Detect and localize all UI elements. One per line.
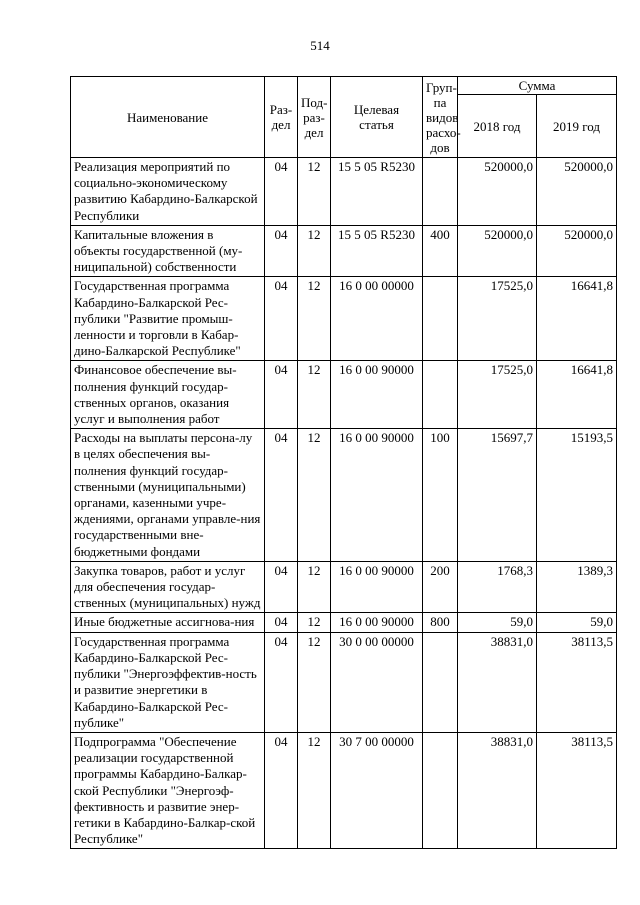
row-2018-cell: 38831,0 xyxy=(458,632,537,732)
row-section-cell: 04 xyxy=(265,225,298,277)
row-2019-cell: 520000,0 xyxy=(537,225,617,277)
row-2019-cell: 38113,5 xyxy=(537,732,617,848)
row-section-cell: 04 xyxy=(265,361,298,429)
header-year-2019: 2019 год xyxy=(537,95,617,158)
row-subsection-cell: 12 xyxy=(298,613,331,632)
row-group-cell xyxy=(423,277,458,361)
row-target-cell: 16 0 00 90000 xyxy=(331,613,423,632)
row-group-cell: 200 xyxy=(423,561,458,613)
row-name-cell: Реализация мероприятий по социально-экономическому развитию Кабардино-Балкарской Республики xyxy=(71,158,265,226)
row-subsection-cell: 12 xyxy=(298,277,331,361)
row-section-cell: 04 xyxy=(265,613,298,632)
table-row xyxy=(71,225,617,277)
row-2018-cell: 38831,0 xyxy=(458,732,537,848)
row-section-cell: 04 xyxy=(265,632,298,732)
row-2018-cell: 15697,7 xyxy=(458,429,537,562)
row-subsection-cell: 12 xyxy=(298,561,331,613)
row-2018-cell: 17525,0 xyxy=(458,361,537,429)
row-target-cell: 16 0 00 90000 xyxy=(331,361,423,429)
row-subsection-cell: 12 xyxy=(298,158,331,226)
row-target-cell: 16 0 00 90000 xyxy=(331,561,423,613)
table-row xyxy=(71,632,617,732)
table-row xyxy=(71,429,617,562)
row-section-cell: 04 xyxy=(265,732,298,848)
row-target-cell: 16 0 00 90000 xyxy=(331,429,423,562)
row-subsection-cell: 12 xyxy=(298,361,331,429)
table-row xyxy=(71,732,617,848)
row-group-cell xyxy=(423,158,458,226)
header-year-2018: 2018 год xyxy=(458,95,537,158)
row-group-cell: 400 xyxy=(423,225,458,277)
row-target-cell: 30 7 00 00000 xyxy=(331,732,423,848)
row-name-cell: Иные бюджетные ассигнова-ния xyxy=(71,613,265,632)
row-section-cell: 04 xyxy=(265,277,298,361)
header-name: Наименование xyxy=(71,77,265,158)
row-2019-cell: 15193,5 xyxy=(537,429,617,562)
row-section-cell: 04 xyxy=(265,561,298,613)
row-name-cell: Государственная программа Кабардино-Балкарской Рес-публики "Развитие промыш-ленности и торговли в Кабар-дино-Балкарской Республике" xyxy=(71,277,265,361)
header-group: Груп- па видов расхо- дов xyxy=(423,77,458,158)
row-name-cell: Закупка товаров, работ и услуг для обеспечения государ-ственных (муниципальных) нужд xyxy=(71,561,265,613)
row-name-cell: Расходы на выплаты персона-лу в целях обеспечения вы-полнения функций государ-ственными (муниципальными) органами, казенными учре-ждениями, органами управле-ния государственными вне-бюджетными фондами xyxy=(71,429,265,562)
row-2019-cell: 59,0 xyxy=(537,613,617,632)
table-row xyxy=(71,361,617,429)
row-group-cell: 800 xyxy=(423,613,458,632)
row-2018-cell: 1768,3 xyxy=(458,561,537,613)
row-name-cell: Государственная программа Кабардино-Балкарской Рес-публики "Энергоэффектив-ность и развитие энергетики в Кабардино-Балкарской Рес-публике" xyxy=(71,632,265,732)
table-row xyxy=(71,561,617,613)
row-section-cell: 04 xyxy=(265,429,298,562)
row-name-cell: Финансовое обеспечение вы-полнения функций государ-ственных органов, оказания услуг и выполнения работ xyxy=(71,361,265,429)
table-row xyxy=(71,277,617,361)
page-number: 514 xyxy=(310,38,330,53)
row-group-cell xyxy=(423,632,458,732)
table-row xyxy=(71,158,617,226)
header-target: Целевая статья xyxy=(331,77,423,158)
row-2019-cell: 16641,8 xyxy=(537,277,617,361)
budget-table xyxy=(70,76,617,849)
row-2018-cell: 17525,0 xyxy=(458,277,537,361)
table-row xyxy=(71,613,617,632)
row-2019-cell: 38113,5 xyxy=(537,632,617,732)
row-name-cell: Подпрограмма "Обеспечение реализации государственной программы Кабардино-Балкар-ской Республики "Энергоэф-фективность и развитие энер-гетики в Кабардино-Балкар-ской Республике" xyxy=(71,732,265,848)
row-2018-cell: 520000,0 xyxy=(458,158,537,226)
row-subsection-cell: 12 xyxy=(298,429,331,562)
row-subsection-cell: 12 xyxy=(298,632,331,732)
row-group-cell xyxy=(423,361,458,429)
header-row xyxy=(71,77,617,95)
row-subsection-cell: 12 xyxy=(298,225,331,277)
row-2018-cell: 59,0 xyxy=(458,613,537,632)
row-2019-cell: 16641,8 xyxy=(537,361,617,429)
row-target-cell: 15 5 05 R5230 xyxy=(331,225,423,277)
row-target-cell: 30 0 00 00000 xyxy=(331,632,423,732)
row-2018-cell: 520000,0 xyxy=(458,225,537,277)
header-sum: Сумма xyxy=(458,77,617,95)
row-target-cell: 16 0 00 00000 xyxy=(331,277,423,361)
row-name-cell: Капитальные вложения в объекты государственной (му-ниципальной) собственности xyxy=(71,225,265,277)
row-2019-cell: 520000,0 xyxy=(537,158,617,226)
row-group-cell xyxy=(423,732,458,848)
row-subsection-cell: 12 xyxy=(298,732,331,848)
header-section: Раз- дел xyxy=(265,77,298,158)
row-target-cell: 15 5 05 R5230 xyxy=(331,158,423,226)
row-group-cell: 100 xyxy=(423,429,458,562)
row-section-cell: 04 xyxy=(265,158,298,226)
row-2019-cell: 1389,3 xyxy=(537,561,617,613)
header-subsection: Под- раз- дел xyxy=(298,77,331,158)
